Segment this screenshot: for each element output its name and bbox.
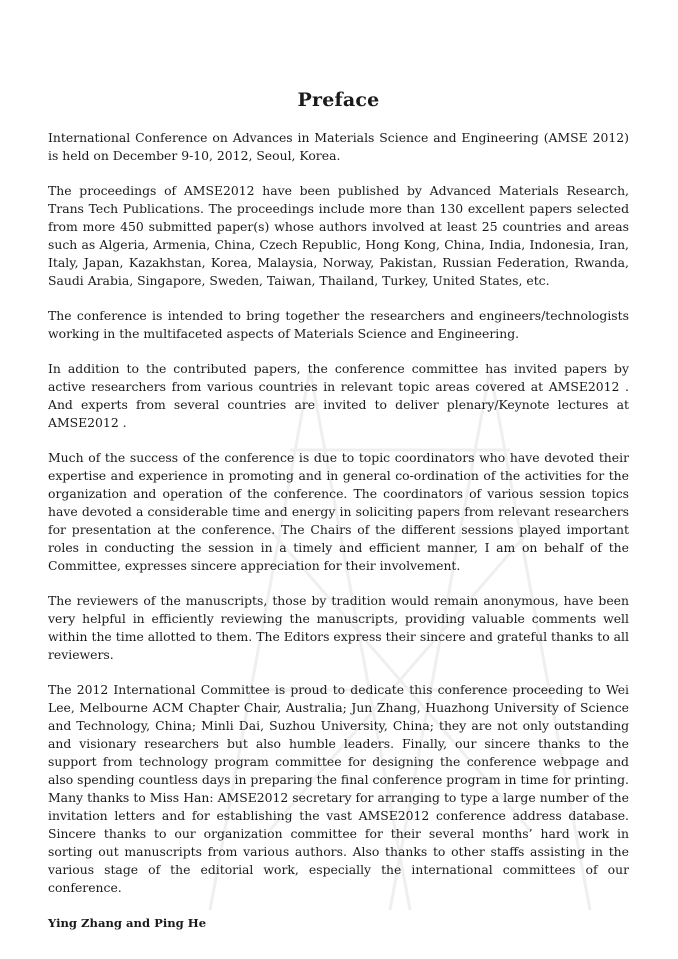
editors-signature: Ying Zhang and Ping He xyxy=(48,916,207,930)
paragraph-conference-intro: International Conference on Advances in Materials Science and Engineering (AMSE 2012) is held on December 9-10, 2012, Seoul, Korea. xyxy=(48,130,629,163)
paragraph-proceedings: The proceedings of AMSE2012 have been published by Advanced Materials Research, Trans Tech Publications. The proceedings include more than 130 excellent papers selected from more 450 submitted paper(s) whose authors involved at least 25 countries and areas such as Algeria, Armenia, China, Czech Republic, Hong Kong, China, India, Indonesia, Iran, Italy, Japan, Kazakhstan, Korea, Malaysia, Norway, Pakistan, Russian Federation, Rwanda, Saudi Arabia, Singapore, Sweden, Taiwan, Thailand, Turkey, United States, etc. xyxy=(48,183,629,288)
paragraph-purpose: The conference is intended to bring together the researchers and engineers/technologists working in the multifaceted aspects of Materials Science and Engineering. xyxy=(48,308,629,341)
preface-page xyxy=(48,88,629,932)
paragraph-reviewers: The reviewers of the manuscripts, those by tradition would remain anonymous, have been very helpful in efficiently reviewing the manuscripts, providing valuable comments well within the time allotted to them. The Editors express their sincere and grateful thanks to all reviewers. xyxy=(48,593,629,662)
paragraph-invited-papers: In addition to the contributed papers, the conference committee has invited papers by active researchers from various countries in relevant topic areas covered at AMSE2012 . And experts from several countries are invited to deliver plenary/Keynote lectures at AMSE2012 . xyxy=(48,361,629,430)
paragraph-dedication: The 2012 International Committee is proud to dedicate this conference proceeding to Wei Lee, Melbourne ACM Chapter Chair, Australia; Jun Zhang, Huazhong University of Science and Technology, China; Minli Dai, Suzhou University, China; they are not only outstanding and visionary researchers but also humble leaders. Finally, our sincere thanks to the support from technology program committee for designing the conference webpage and also spending countless days in preparing the final conference program in time for printing. Many thanks to Miss Han: AMSE2012 secretary for arranging to type a large number of the invitation letters and for establishing the vast AMSE2012 conference address database. Sincere thanks to our organization committee for their several months’ hard work in sorting out manuscripts from various authors. Also thanks to other staffs assisting in the various stage of the editorial work, especially the international committees of our conference. xyxy=(48,682,629,895)
paragraph-coordinators: Much of the success of the conference is due to topic coordinators who have devoted their expertise and experience in promoting and in general co-ordination of the activities for the organization and operation of the conference. The coordinators of various session topics have devoted a considerable time and energy in soliciting papers from relevant researchers for presentation at the conference. The Chairs of the different sessions played important roles in conducting the session in a timely and efficient manner, I am on behalf of the Committee, expresses sincere appreciation for their involvement. xyxy=(48,450,629,573)
page-title: Preface xyxy=(297,89,380,111)
